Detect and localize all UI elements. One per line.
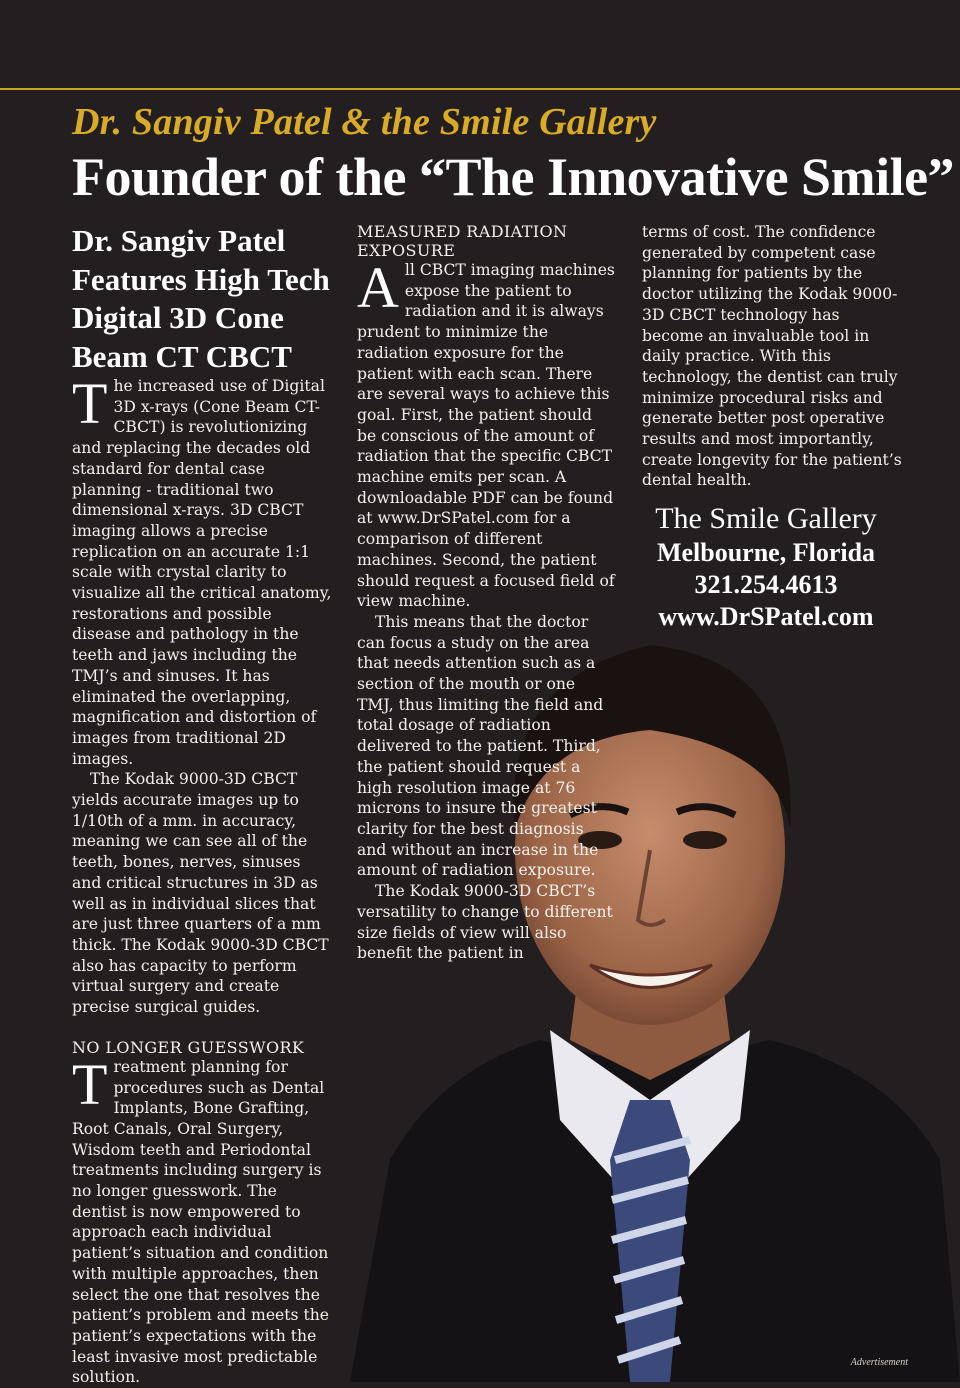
paragraph-intro [72,371,334,769]
section-heading-radiation: MEASURED RADIATION EXPOSURE [357,222,568,260]
practice-name: The Smile Gallery [655,502,877,536]
headline: Founder of the “The Innovative Smile” [72,147,955,207]
article-subhead: Dr. Sangiv Patel Features High Tech Digital 3D Cone Beam CT CBCT [72,223,330,374]
paragraph-intro-text: he increased use of Digital 3D x-rays (Cone Beam CT-CBCT) is revolutionizing and replacing the decades old standard for dental case planning - traditional two dimensional x-rays. 3D CBCT imaging allows a precise replication on an accurate 1:1 scale with crystal clarity to visualize all the critical anatomy, restorations and possible disease and pathology in the teeth and jaws including the TMJ’s and sinuses. It has eliminated the overlapping, magnification and distortion of images from traditional 2D images. [72,377,332,768]
drop-cap: T [72,371,108,436]
kicker-title: Dr. Sangiv Patel & the Smile Gallery [72,101,657,143]
article-column-3 [642,222,904,633]
article-column-1 [72,222,334,1388]
practice-city: Melbourne, Florida [656,538,876,568]
practice-phone: 321.254.4613 [694,570,838,600]
drop-cap: A [357,255,399,320]
drop-cap: T [72,1051,108,1117]
paragraph-focus: This means that the doctor can focus a study on the area that needs attention such as a section of the mouth or one TMJ, thus limiting the field and total dosage of radiation delivered to the patient. Third, the patient should request a high resolution image at 76 microns to insure the greatest clarity for the best diagnosis and without an increase in the amount of radiation exposure. [357,612,604,880]
section-heading-guesswork: NO LONGER GUESSWORK [72,1037,305,1057]
top-gold-rule [0,88,960,90]
paragraph-versatility: The Kodak 9000-3D CBCT’s versatility to change to different size fields of view will also benefit the patient in [357,882,613,963]
article-column-2 [357,222,615,964]
advertisement-label: Advertisement [850,1357,908,1368]
paragraph-radiation [357,255,615,612]
paragraph-treatment [72,1051,334,1388]
contact-block [642,501,890,633]
paragraph-cost: terms of cost. The confidence generated by competent case planning for patients by the doctor utilizing the Kodak 9000-3D CBCT technology has become an invaluable tool in daily practice. With this technology, the dentist can truly minimize procedural risks and generate better post operative results and most importantly, create longevity for the patient’s dental health. [642,223,902,490]
practice-website: www.DrSPatel.com [658,602,874,632]
paragraph-treatment-text: reatment planning for procedures such as Dental Implants, Bone Grafting, Root Canals, Oral Surgery, Wisdom teeth and Periodontal treatments including surgery is no longer guesswork. The dentist is now empowered to approach each individual patient’s situation and condition with multiple approaches, then select the one that resolves the patient’s problem and meets the patient’s expectations with the least invasive most predictable solution. [72,1057,330,1387]
paragraph-kodak: The Kodak 9000-3D CBCT yields accurate images up to 1/10th of a mm. in accuracy, meaning we can see all of the teeth, bones, nerves, sinuses and critical structures in 3D as well as in individual slices that are just three quarters of a mm thick. The Kodak 9000-3D CBCT also has capacity to perform virtual surgery and create precise surgical guides. [72,770,329,1017]
paragraph-radiation-text: ll CBCT imaging machines expose the patient to radiation and it is always prudent to minimize the radiation exposure for the patient with each scan. There are several ways to achieve this goal. First, the patient should be conscious of the amount of radiation that the specific CBCT machine emits per scan. A downloadable PDF can be found at www.DrSPatel.com for a comparison of different machines. Second, the patient should request a focused field of view machine. [357,261,615,611]
